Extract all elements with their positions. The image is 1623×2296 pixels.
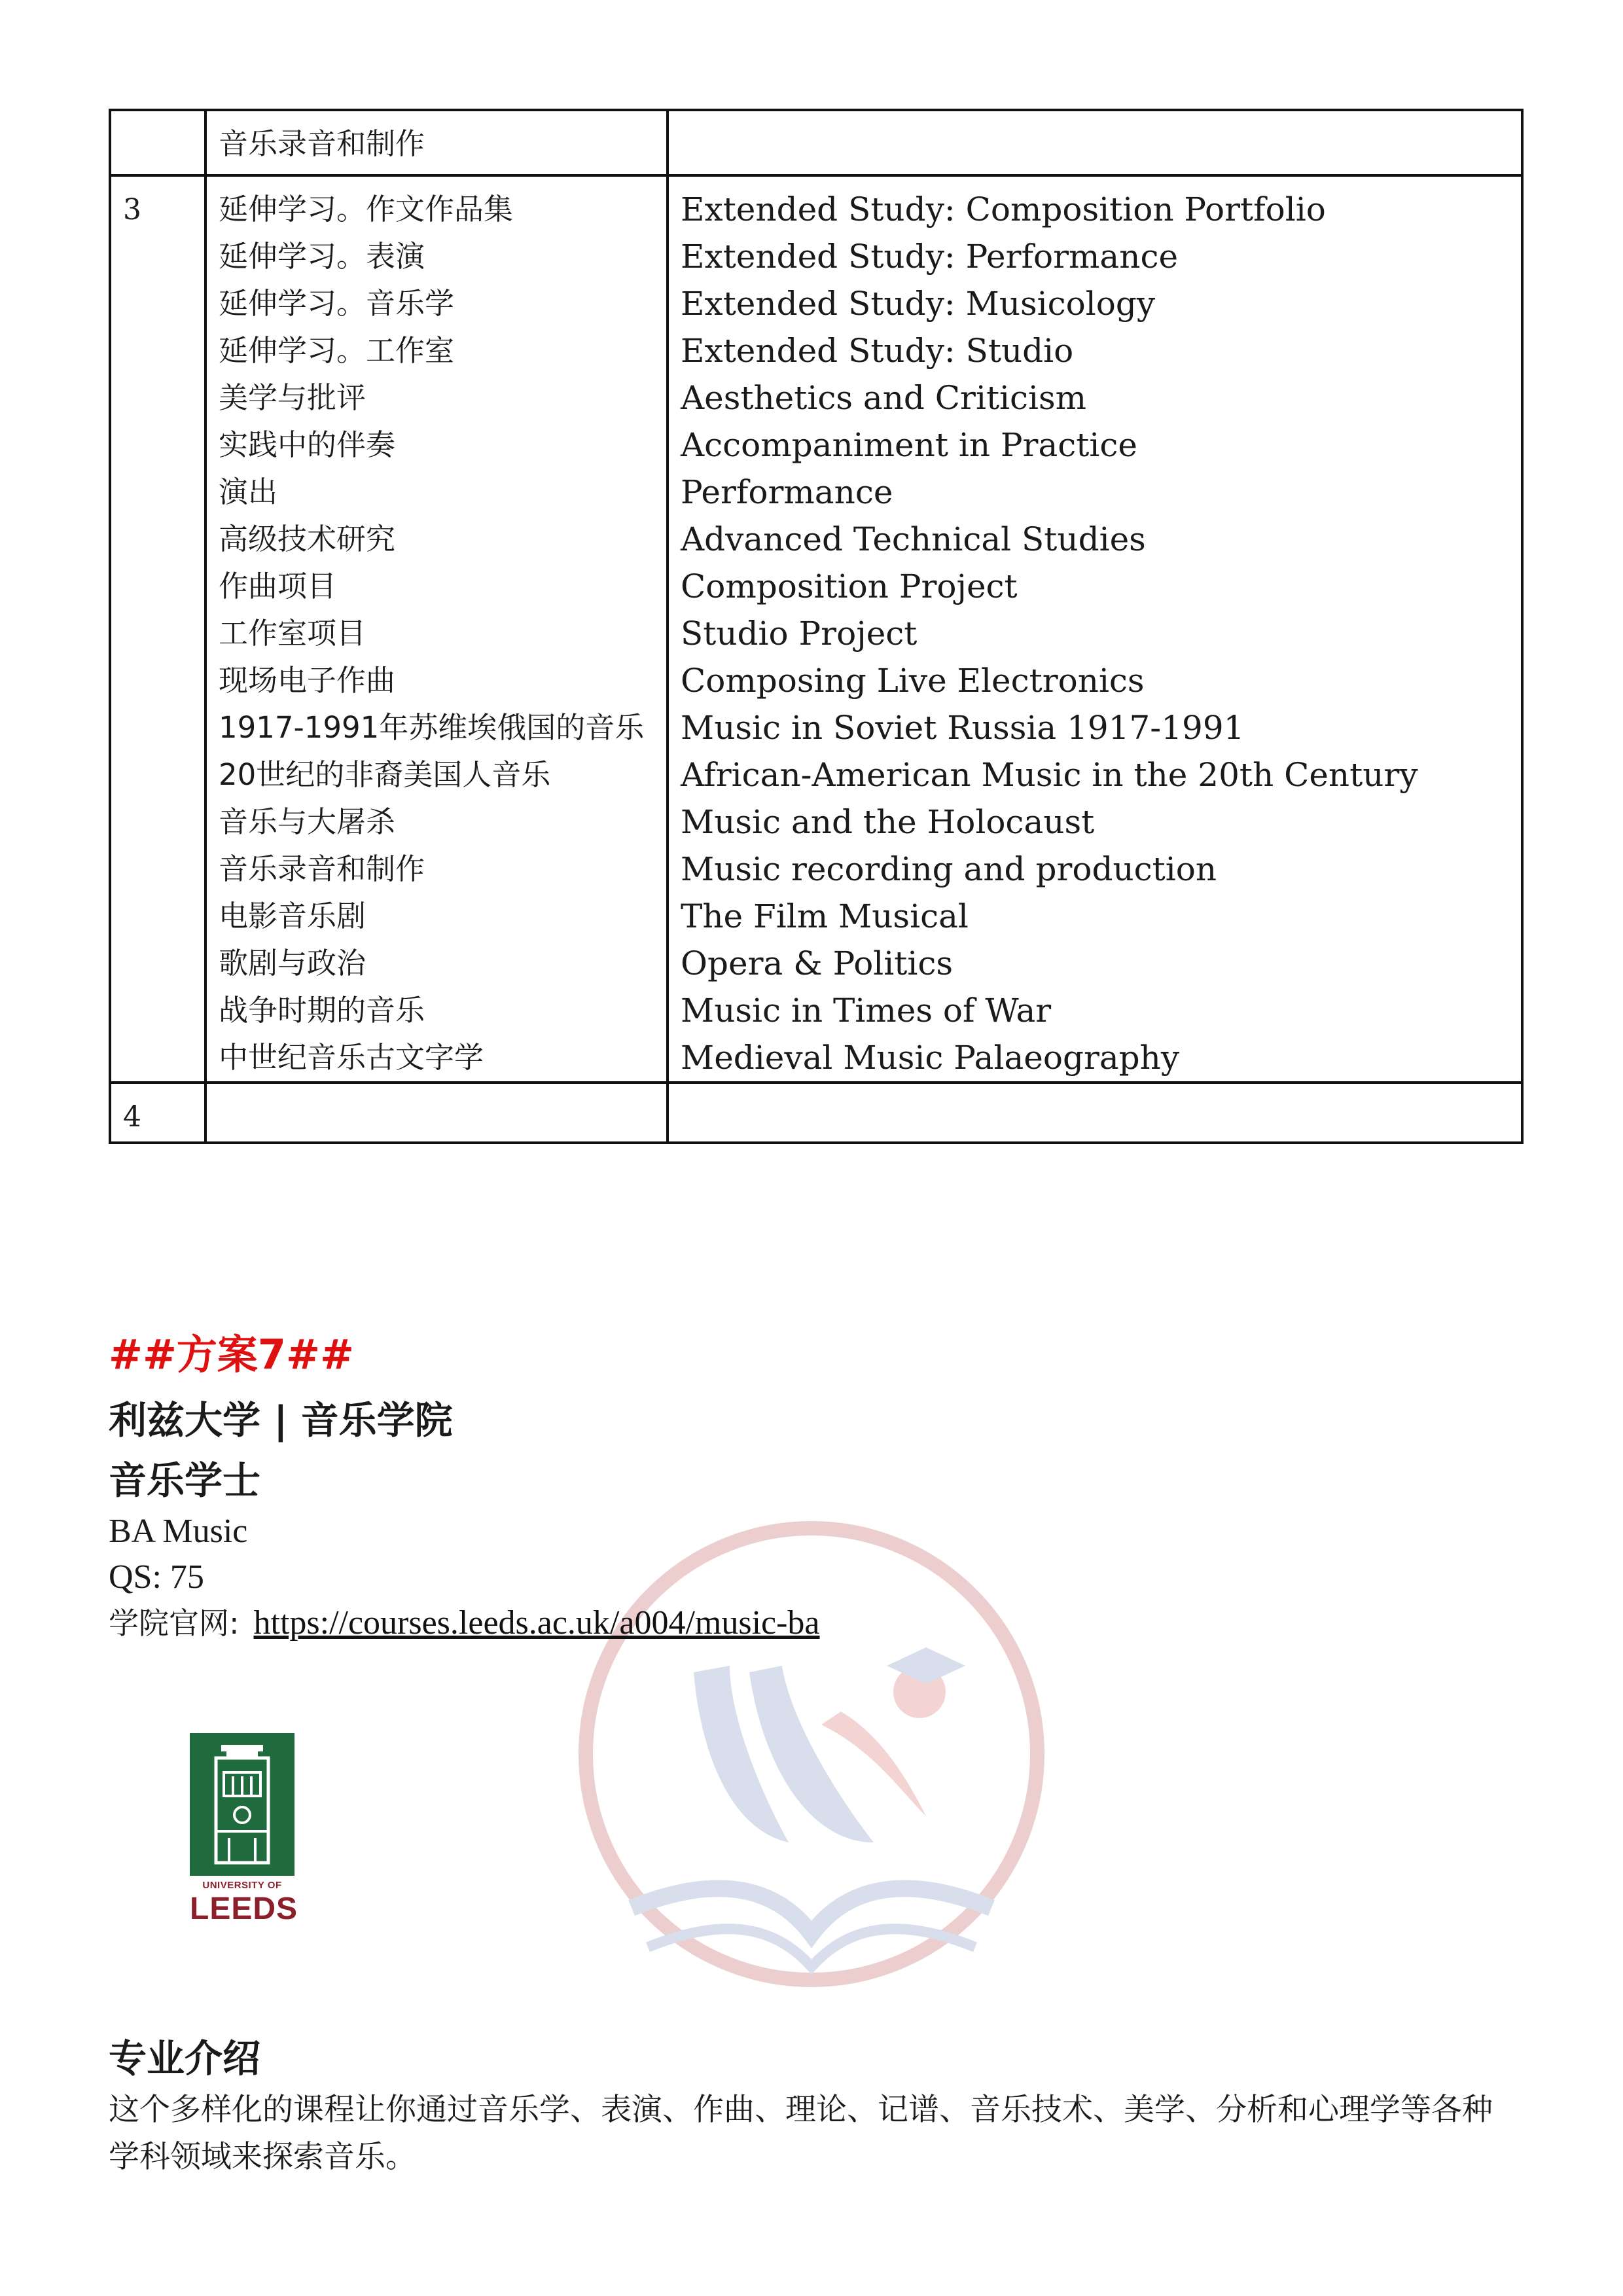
course-en-cell bbox=[668, 175, 1522, 1083]
course-cn: 现场电子作曲 bbox=[219, 663, 396, 698]
intro-text: 这个多样化的课程让你通过音乐学、表演、作曲、理论、记谱、音乐技术、美学、分析和心理学等各种学科领域来探索音乐。 bbox=[109, 2092, 1493, 2175]
course-cn: 作曲项目 bbox=[219, 569, 337, 603]
course-en: Opera & Politics bbox=[681, 944, 954, 982]
course-en: Accompaniment in Practice bbox=[681, 426, 1137, 464]
table-row bbox=[110, 1083, 1522, 1143]
course-table bbox=[109, 109, 1524, 1144]
course-en: Extended Study: Studio bbox=[681, 332, 1074, 370]
course-en: Music recording and production bbox=[681, 850, 1217, 888]
course-cn: 延伸学习。作文作品集 bbox=[219, 192, 514, 226]
course-cn: 延伸学习。音乐学 bbox=[219, 286, 455, 321]
logo-text-big: LEEDS bbox=[190, 1892, 298, 1926]
course-en: Medieval Music Palaeography bbox=[681, 1039, 1180, 1077]
course-en: Music in Times of War bbox=[681, 992, 1052, 1030]
degree-title: 音乐学士 bbox=[109, 1458, 261, 1503]
year-cell: 3 bbox=[110, 175, 205, 1083]
course-cn: 1917-1991年苏维埃俄国的音乐 bbox=[219, 710, 645, 745]
course-en-cell bbox=[668, 110, 1522, 175]
plan-title: ##方案7## bbox=[109, 1331, 354, 1378]
course-cn: 20世纪的非裔美国人音乐 bbox=[219, 757, 551, 792]
course-cn: 演出 bbox=[219, 475, 278, 509]
table-row bbox=[110, 110, 1522, 175]
course-cn: 工作室项目 bbox=[219, 616, 366, 651]
website-link[interactable]: https://courses.leeds.ac.uk/a004/music-ba bbox=[253, 1604, 820, 1641]
course-en: African-American Music in the 20th Century bbox=[681, 756, 1418, 794]
course-en: Aesthetics and Criticism bbox=[681, 379, 1087, 417]
course-en: Extended Study: Performance bbox=[681, 238, 1179, 276]
course-cn: 歌剧与政治 bbox=[219, 946, 366, 980]
logo-text-small: UNIVERSITY OF bbox=[202, 1880, 282, 1891]
university-logo bbox=[190, 1733, 298, 1929]
course-en: Composing Live Electronics bbox=[681, 662, 1145, 700]
course-en: Performance bbox=[681, 473, 893, 511]
course-en: The Film Musical bbox=[681, 897, 969, 935]
course-cn-cell bbox=[205, 175, 668, 1083]
course-cn: 音乐录音和制作 bbox=[219, 126, 425, 161]
logo-emblem bbox=[190, 1733, 294, 1876]
course-en: Music in Soviet Russia 1917-1991 bbox=[681, 709, 1245, 747]
website-row bbox=[109, 1600, 820, 1646]
course-en: Music and the Holocaust bbox=[681, 803, 1095, 841]
course-cn: 高级技术研究 bbox=[219, 522, 396, 556]
course-cn: 音乐录音和制作 bbox=[219, 852, 425, 886]
course-cn-cell bbox=[205, 1083, 668, 1143]
course-cn: 延伸学习。工作室 bbox=[219, 333, 455, 368]
course-en: Extended Study: Musicology bbox=[681, 285, 1156, 323]
degree-english: BA Music bbox=[109, 1513, 248, 1550]
course-cn: 战争时期的音乐 bbox=[219, 993, 425, 1028]
table-row bbox=[110, 175, 1522, 1083]
course-cn: 电影音乐剧 bbox=[219, 899, 366, 933]
section-title: 专业介绍 bbox=[109, 2036, 261, 2081]
qs-ranking: QS: 75 bbox=[109, 1558, 204, 1596]
website-label: 学院官网: bbox=[109, 1605, 240, 1641]
year-cell: 4 bbox=[110, 1083, 205, 1143]
course-en: Studio Project bbox=[681, 615, 918, 653]
course-en: Extended Study: Composition Portfolio bbox=[681, 190, 1326, 228]
course-cn-cell bbox=[205, 110, 668, 175]
course-cn: 实践中的伴奏 bbox=[219, 427, 396, 462]
course-cn: 美学与批评 bbox=[219, 380, 366, 415]
course-cn: 音乐与大屠杀 bbox=[219, 804, 396, 839]
course-cn: 中世纪音乐古文字学 bbox=[219, 1040, 484, 1075]
course-en: Advanced Technical Studies bbox=[681, 520, 1146, 558]
watermark-logo bbox=[533, 1476, 1090, 2032]
course-en-cell bbox=[668, 1083, 1522, 1143]
course-en: Composition Project bbox=[681, 567, 1018, 605]
university-name: 利兹大学 | 音乐学院 bbox=[109, 1398, 453, 1443]
year-cell bbox=[110, 110, 205, 175]
course-cn: 延伸学习。表演 bbox=[219, 239, 425, 274]
